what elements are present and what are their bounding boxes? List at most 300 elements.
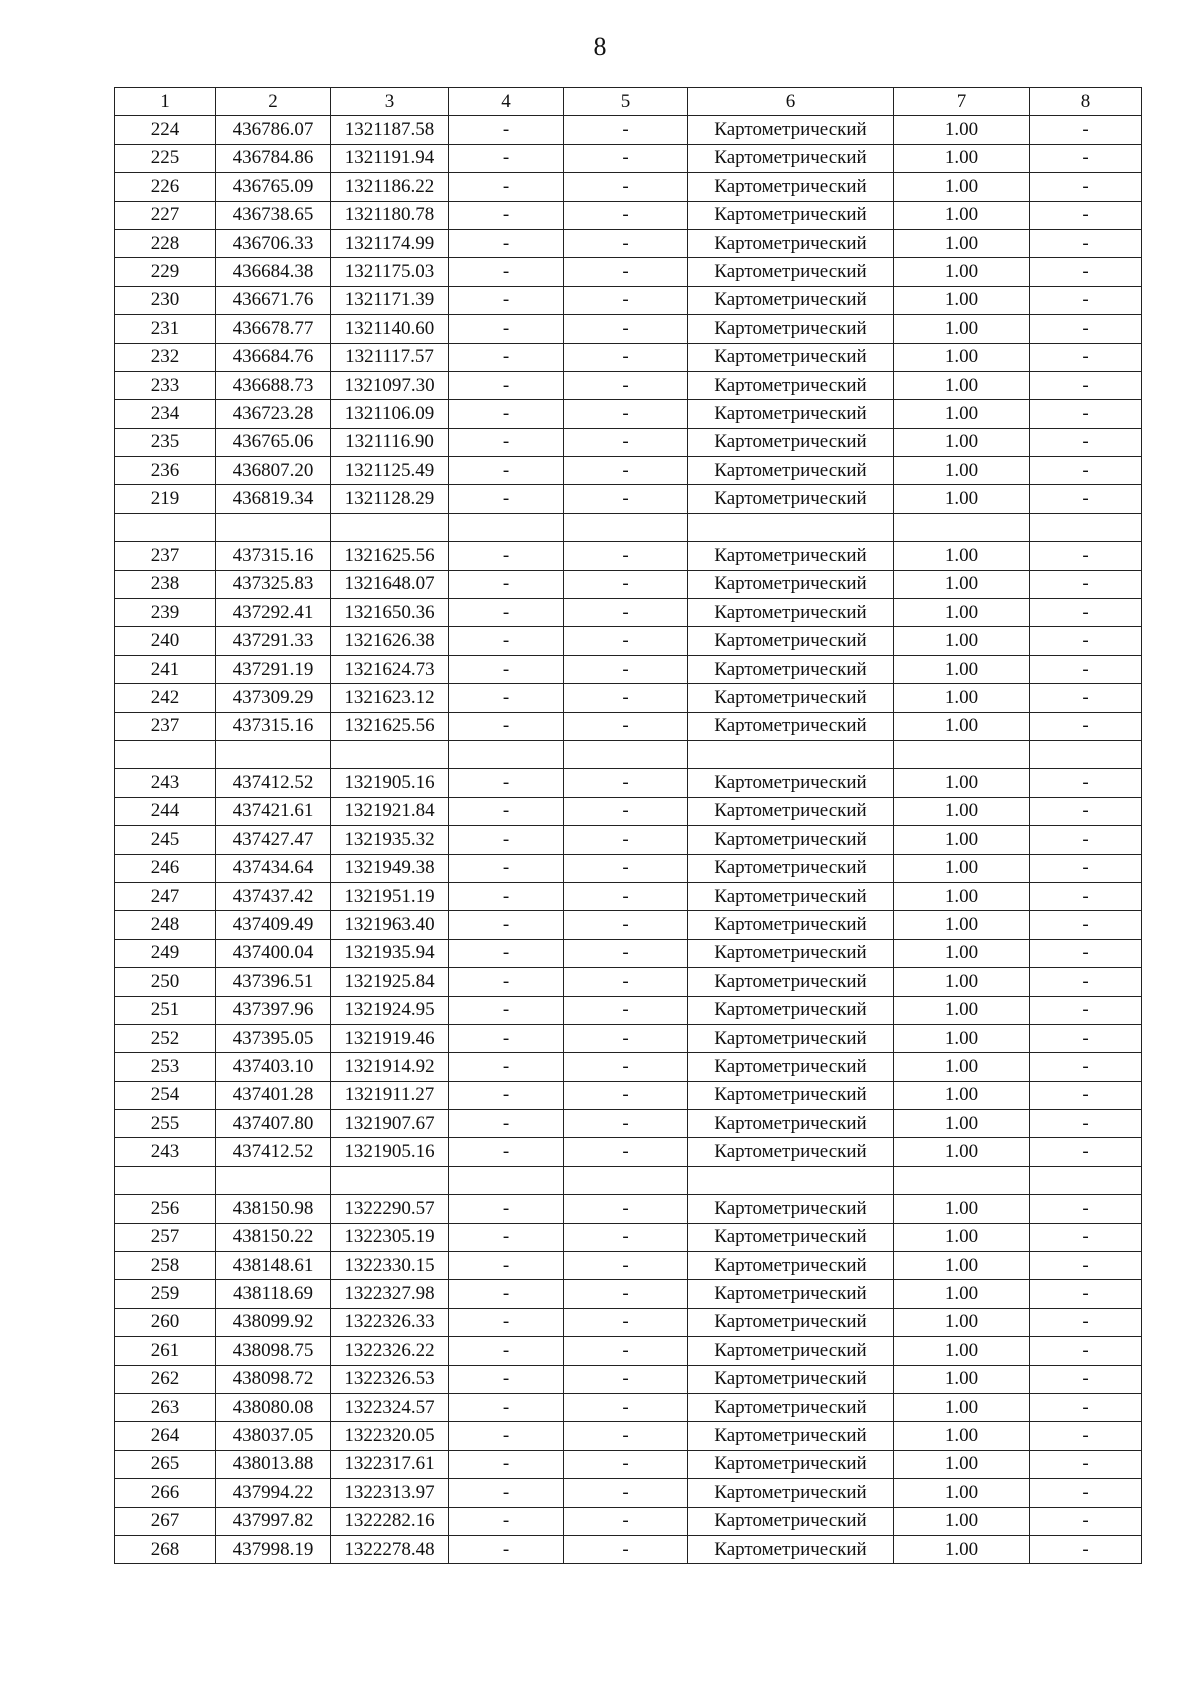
table-cell (449, 1166, 564, 1194)
table-row (115, 712, 1142, 740)
table-row (115, 1337, 1142, 1365)
table-cell: 437412.52 (216, 769, 331, 797)
table-cell: 436765.09 (216, 173, 331, 201)
table-row (115, 939, 1142, 967)
table-cell: - (564, 1223, 688, 1251)
table-cell: - (1030, 1393, 1142, 1421)
table-cell: 1.00 (894, 1195, 1030, 1223)
table-cell: Картометрический (688, 1195, 894, 1223)
table-cell: 232 (115, 343, 216, 371)
table-cell: 1.00 (894, 996, 1030, 1024)
table-cell: 437997.82 (216, 1507, 331, 1535)
table-cell: 1321187.58 (331, 116, 449, 144)
table-cell: - (449, 229, 564, 257)
table-cell: 1.00 (894, 173, 1030, 201)
table-cell: Картометрический (688, 1337, 894, 1365)
table-cell: 241 (115, 655, 216, 683)
table-cell: 437325.83 (216, 570, 331, 598)
table-cell: - (564, 371, 688, 399)
table-cell: - (1030, 116, 1142, 144)
column-header: 1 (115, 88, 216, 116)
table-cell: - (449, 911, 564, 939)
table-cell: - (449, 457, 564, 485)
table-cell: - (1030, 286, 1142, 314)
table-header-row (115, 88, 1142, 116)
table-cell: 250 (115, 968, 216, 996)
table-cell: 229 (115, 258, 216, 286)
table-cell: 266 (115, 1479, 216, 1507)
table-cell: - (564, 1252, 688, 1280)
table-cell: - (564, 315, 688, 343)
table-cell: - (449, 570, 564, 598)
table-cell: 248 (115, 911, 216, 939)
table-cell: Картометрический (688, 1479, 894, 1507)
table-cell: - (1030, 1308, 1142, 1336)
table-cell: 437412.52 (216, 1138, 331, 1166)
table-cell: 247 (115, 882, 216, 910)
table-cell: 438148.61 (216, 1252, 331, 1280)
table-cell: - (1030, 1223, 1142, 1251)
table-row (115, 599, 1142, 627)
table-cell: - (1030, 655, 1142, 683)
table-cell: - (449, 1053, 564, 1081)
table-cell: 1322305.19 (331, 1223, 449, 1251)
table-cell: 1.00 (894, 542, 1030, 570)
table-cell: Картометрический (688, 201, 894, 229)
table-cell: - (564, 457, 688, 485)
table-cell: Картометрический (688, 400, 894, 428)
table-cell: Картометрический (688, 315, 894, 343)
table-cell: 1321174.99 (331, 229, 449, 257)
table-cell: Картометрический (688, 854, 894, 882)
table-cell: Картометрический (688, 911, 894, 939)
table-cell: 1.00 (894, 627, 1030, 655)
table-cell: - (564, 1280, 688, 1308)
table-cell: 436765.06 (216, 428, 331, 456)
table-cell: - (564, 882, 688, 910)
table-cell: 1.00 (894, 1308, 1030, 1336)
table-cell: 438098.75 (216, 1337, 331, 1365)
table-cell: 437309.29 (216, 684, 331, 712)
table-row (115, 854, 1142, 882)
table-cell: Картометрический (688, 1110, 894, 1138)
table-cell: 1.00 (894, 400, 1030, 428)
table-cell: 256 (115, 1195, 216, 1223)
table-cell: Картометрический (688, 939, 894, 967)
table-cell: - (1030, 229, 1142, 257)
table-cell: 1.00 (894, 485, 1030, 513)
table-cell: - (564, 1365, 688, 1393)
table-cell: Картометрический (688, 1081, 894, 1109)
table-cell: - (564, 797, 688, 825)
table-cell: - (1030, 315, 1142, 343)
table-cell: 246 (115, 854, 216, 882)
table-cell: - (1030, 1365, 1142, 1393)
table-cell: 1.00 (894, 1535, 1030, 1563)
table-cell: 1321919.46 (331, 1024, 449, 1052)
table-cell: - (1030, 542, 1142, 570)
table-cell: Картометрический (688, 1450, 894, 1478)
table-cell: 1322326.33 (331, 1308, 449, 1336)
table-cell: 257 (115, 1223, 216, 1251)
table-cell: - (449, 1450, 564, 1478)
table-cell: - (449, 1507, 564, 1535)
table-cell: 1.00 (894, 1507, 1030, 1535)
table-cell: Картометрический (688, 1252, 894, 1280)
table-cell: 239 (115, 599, 216, 627)
table-cell: 259 (115, 1280, 216, 1308)
table-cell: 1322326.22 (331, 1337, 449, 1365)
table-cell: 1321905.16 (331, 1138, 449, 1166)
table-row (115, 627, 1142, 655)
table-cell: 262 (115, 1365, 216, 1393)
table-cell (331, 1166, 449, 1194)
table-row (115, 1081, 1142, 1109)
table-cell: 437421.61 (216, 797, 331, 825)
table-cell: 1.00 (894, 797, 1030, 825)
table-cell: Картометрический (688, 1507, 894, 1535)
table-row (115, 116, 1142, 144)
table-cell: 252 (115, 1024, 216, 1052)
table-cell: - (449, 1195, 564, 1223)
table-cell: 224 (115, 116, 216, 144)
table-cell: Картометрический (688, 343, 894, 371)
table-cell: - (564, 599, 688, 627)
column-header: 2 (216, 88, 331, 116)
table-cell: 1.00 (894, 968, 1030, 996)
table-cell: - (1030, 485, 1142, 513)
table-cell: Картометрический (688, 712, 894, 740)
table-cell: 1321648.07 (331, 570, 449, 598)
table-cell: 1.00 (894, 1053, 1030, 1081)
table-row (115, 1422, 1142, 1450)
table-cell: 437291.19 (216, 655, 331, 683)
table-cell: 437315.16 (216, 542, 331, 570)
table-cell (894, 740, 1030, 768)
table-cell: 238 (115, 570, 216, 598)
table-cell: 1.00 (894, 343, 1030, 371)
table-cell (1030, 513, 1142, 541)
column-header: 3 (331, 88, 449, 116)
table-cell: - (449, 1280, 564, 1308)
table-cell: 438080.08 (216, 1393, 331, 1421)
table-cell: Картометрический (688, 1223, 894, 1251)
table-row (115, 797, 1142, 825)
table-cell: - (1030, 457, 1142, 485)
table-cell: 437409.49 (216, 911, 331, 939)
table-cell: - (1030, 1280, 1142, 1308)
table-cell: - (1030, 400, 1142, 428)
table-cell: - (1030, 1081, 1142, 1109)
table-cell: Картометрический (688, 1280, 894, 1308)
table-cell: - (1030, 144, 1142, 172)
table-cell: - (449, 542, 564, 570)
table-cell: 1.00 (894, 286, 1030, 314)
table-cell: - (1030, 371, 1142, 399)
table-cell: 436819.34 (216, 485, 331, 513)
table-cell (216, 740, 331, 768)
table-cell: - (1030, 1337, 1142, 1365)
table-cell (115, 1166, 216, 1194)
table-cell: - (564, 570, 688, 598)
table-row (115, 1535, 1142, 1563)
table-cell: 1321650.36 (331, 599, 449, 627)
table-row (115, 1507, 1142, 1535)
table-row (115, 485, 1142, 513)
table-cell: 438118.69 (216, 1280, 331, 1308)
table-cell: 1321935.32 (331, 826, 449, 854)
table-cell (564, 1166, 688, 1194)
table-cell: 438150.98 (216, 1195, 331, 1223)
table-cell: 1.00 (894, 116, 1030, 144)
table-row (115, 1195, 1142, 1223)
table-cell: 264 (115, 1422, 216, 1450)
table-cell: 243 (115, 1138, 216, 1166)
table-cell: - (1030, 769, 1142, 797)
table-cell: 1.00 (894, 826, 1030, 854)
table-cell: 254 (115, 1081, 216, 1109)
table-cell: 1.00 (894, 144, 1030, 172)
table-cell: - (1030, 570, 1142, 598)
table-cell: - (449, 996, 564, 1024)
table-cell: - (564, 144, 688, 172)
table-cell: 437407.80 (216, 1110, 331, 1138)
table-cell: - (1030, 1024, 1142, 1052)
table-row (115, 1166, 1142, 1194)
table-cell: 1321117.57 (331, 343, 449, 371)
table-cell: 230 (115, 286, 216, 314)
table-cell: 437994.22 (216, 1479, 331, 1507)
table-cell: - (564, 173, 688, 201)
table-cell: - (449, 258, 564, 286)
table-cell: 1321925.84 (331, 968, 449, 996)
table-cell: 1.00 (894, 1393, 1030, 1421)
table-cell (216, 513, 331, 541)
table-cell: - (449, 854, 564, 882)
table-cell: 1321921.84 (331, 797, 449, 825)
coordinates-table (114, 87, 1142, 1564)
table-cell: - (449, 1223, 564, 1251)
table-cell: Картометрический (688, 1422, 894, 1450)
table-cell (564, 740, 688, 768)
table-cell: - (564, 343, 688, 371)
table-cell: 1.00 (894, 1138, 1030, 1166)
table-cell: 261 (115, 1337, 216, 1365)
table-cell: - (1030, 854, 1142, 882)
table-cell: - (1030, 1053, 1142, 1081)
table-cell: 231 (115, 315, 216, 343)
table-cell (449, 513, 564, 541)
table-cell: 1.00 (894, 684, 1030, 712)
table-cell: Картометрический (688, 1308, 894, 1336)
table-cell: - (564, 428, 688, 456)
table-cell: 436807.20 (216, 457, 331, 485)
table-cell: 438099.92 (216, 1308, 331, 1336)
table-cell: - (449, 939, 564, 967)
table-cell: - (564, 939, 688, 967)
table-cell: 1321180.78 (331, 201, 449, 229)
table-cell: 1.00 (894, 911, 1030, 939)
table-cell: 1321624.73 (331, 655, 449, 683)
table-cell: - (449, 769, 564, 797)
table-cell: 1321924.95 (331, 996, 449, 1024)
table-cell: - (564, 1053, 688, 1081)
table-cell: - (1030, 1195, 1142, 1223)
table-cell: 242 (115, 684, 216, 712)
table-cell: 1.00 (894, 712, 1030, 740)
table-cell: Картометрический (688, 173, 894, 201)
table-cell (688, 1166, 894, 1194)
table-cell: 1322330.15 (331, 1252, 449, 1280)
table-cell: Картометрический (688, 144, 894, 172)
table-cell: - (449, 826, 564, 854)
table-cell (115, 740, 216, 768)
table-cell: - (564, 400, 688, 428)
table-cell: Картометрический (688, 229, 894, 257)
table-cell: 225 (115, 144, 216, 172)
table-cell: Картометрический (688, 627, 894, 655)
table-cell: 253 (115, 1053, 216, 1081)
table-row (115, 1450, 1142, 1478)
table-row (115, 144, 1142, 172)
table-row (115, 1308, 1142, 1336)
table-cell: 437395.05 (216, 1024, 331, 1052)
table-cell (564, 513, 688, 541)
table-cell: - (449, 684, 564, 712)
table-cell: - (1030, 1535, 1142, 1563)
table-cell: - (1030, 1479, 1142, 1507)
table-cell: Картометрический (688, 1024, 894, 1052)
table-cell: - (564, 1450, 688, 1478)
table-row (115, 1365, 1142, 1393)
table-cell: - (564, 769, 688, 797)
table-cell: 243 (115, 769, 216, 797)
table-cell: 1321106.09 (331, 400, 449, 428)
table-cell: - (449, 371, 564, 399)
table-row (115, 1393, 1142, 1421)
table-cell: 438037.05 (216, 1422, 331, 1450)
table-cell: Картометрический (688, 286, 894, 314)
table-cell: 1.00 (894, 570, 1030, 598)
table-cell: 437292.41 (216, 599, 331, 627)
table-cell: - (564, 627, 688, 655)
table-cell: 1322324.57 (331, 1393, 449, 1421)
table-row (115, 1479, 1142, 1507)
table-cell: - (1030, 797, 1142, 825)
table-row (115, 911, 1142, 939)
table-cell: 1.00 (894, 939, 1030, 967)
table-row (115, 570, 1142, 598)
table-row (115, 1024, 1142, 1052)
table-cell: 436706.33 (216, 229, 331, 257)
table-cell: - (564, 854, 688, 882)
table-row (115, 400, 1142, 428)
table-cell: 249 (115, 939, 216, 967)
table-cell: 1322326.53 (331, 1365, 449, 1393)
table-cell: 1.00 (894, 882, 1030, 910)
table-cell: 1.00 (894, 457, 1030, 485)
table-row (115, 1280, 1142, 1308)
table-cell: Картометрический (688, 570, 894, 598)
table-cell: 436723.28 (216, 400, 331, 428)
table-cell: - (449, 968, 564, 996)
table-cell: - (564, 1535, 688, 1563)
table-cell: - (1030, 201, 1142, 229)
table-body (115, 116, 1142, 1564)
table-cell: - (564, 1081, 688, 1109)
table-cell: 244 (115, 797, 216, 825)
table-cell: - (449, 1024, 564, 1052)
table-cell: - (564, 826, 688, 854)
table-cell: 436684.38 (216, 258, 331, 286)
table-cell: 1321626.38 (331, 627, 449, 655)
table-cell: - (564, 1393, 688, 1421)
table-cell: 437400.04 (216, 939, 331, 967)
table-cell: - (1030, 1110, 1142, 1138)
column-header: 4 (449, 88, 564, 116)
table-row (115, 826, 1142, 854)
table-cell: 226 (115, 173, 216, 201)
table-cell: - (1030, 996, 1142, 1024)
table-row (115, 882, 1142, 910)
table-cell: 1321186.22 (331, 173, 449, 201)
table-cell: 437998.19 (216, 1535, 331, 1563)
table-row (115, 1053, 1142, 1081)
table-cell: 1321625.56 (331, 542, 449, 570)
table-cell: 1321625.56 (331, 712, 449, 740)
table-cell: 1.00 (894, 258, 1030, 286)
table-row (115, 769, 1142, 797)
table-row (115, 740, 1142, 768)
table-cell (216, 1166, 331, 1194)
table-cell: 437401.28 (216, 1081, 331, 1109)
table-cell: - (564, 201, 688, 229)
table-cell: 1.00 (894, 315, 1030, 343)
table-cell: - (449, 1110, 564, 1138)
table-cell: 437396.51 (216, 968, 331, 996)
table-row (115, 315, 1142, 343)
table-row (115, 684, 1142, 712)
table-cell: 240 (115, 627, 216, 655)
table-cell: 1321191.94 (331, 144, 449, 172)
table-cell: Картометрический (688, 684, 894, 712)
table-cell: - (1030, 1252, 1142, 1280)
table-cell: 1321935.94 (331, 939, 449, 967)
table-cell: Картометрический (688, 769, 894, 797)
table-cell: - (564, 996, 688, 1024)
page-number: 8 (593, 32, 607, 61)
table-cell: - (1030, 343, 1142, 371)
table-cell: 437403.10 (216, 1053, 331, 1081)
table-cell: 234 (115, 400, 216, 428)
table-cell: 1.00 (894, 1337, 1030, 1365)
table-cell: Картометрический (688, 1138, 894, 1166)
table-cell: - (449, 627, 564, 655)
table-cell (688, 513, 894, 541)
table-row (115, 286, 1142, 314)
table-cell: 437434.64 (216, 854, 331, 882)
table-cell: 235 (115, 428, 216, 456)
table-cell: 237 (115, 542, 216, 570)
table-row (115, 1223, 1142, 1251)
table-cell: Картометрический (688, 996, 894, 1024)
table-cell: 1321963.40 (331, 911, 449, 939)
table-cell: 438098.72 (216, 1365, 331, 1393)
table-cell: 1.00 (894, 1252, 1030, 1280)
table-cell: - (1030, 599, 1142, 627)
table-cell: 268 (115, 1535, 216, 1563)
table-row (115, 428, 1142, 456)
